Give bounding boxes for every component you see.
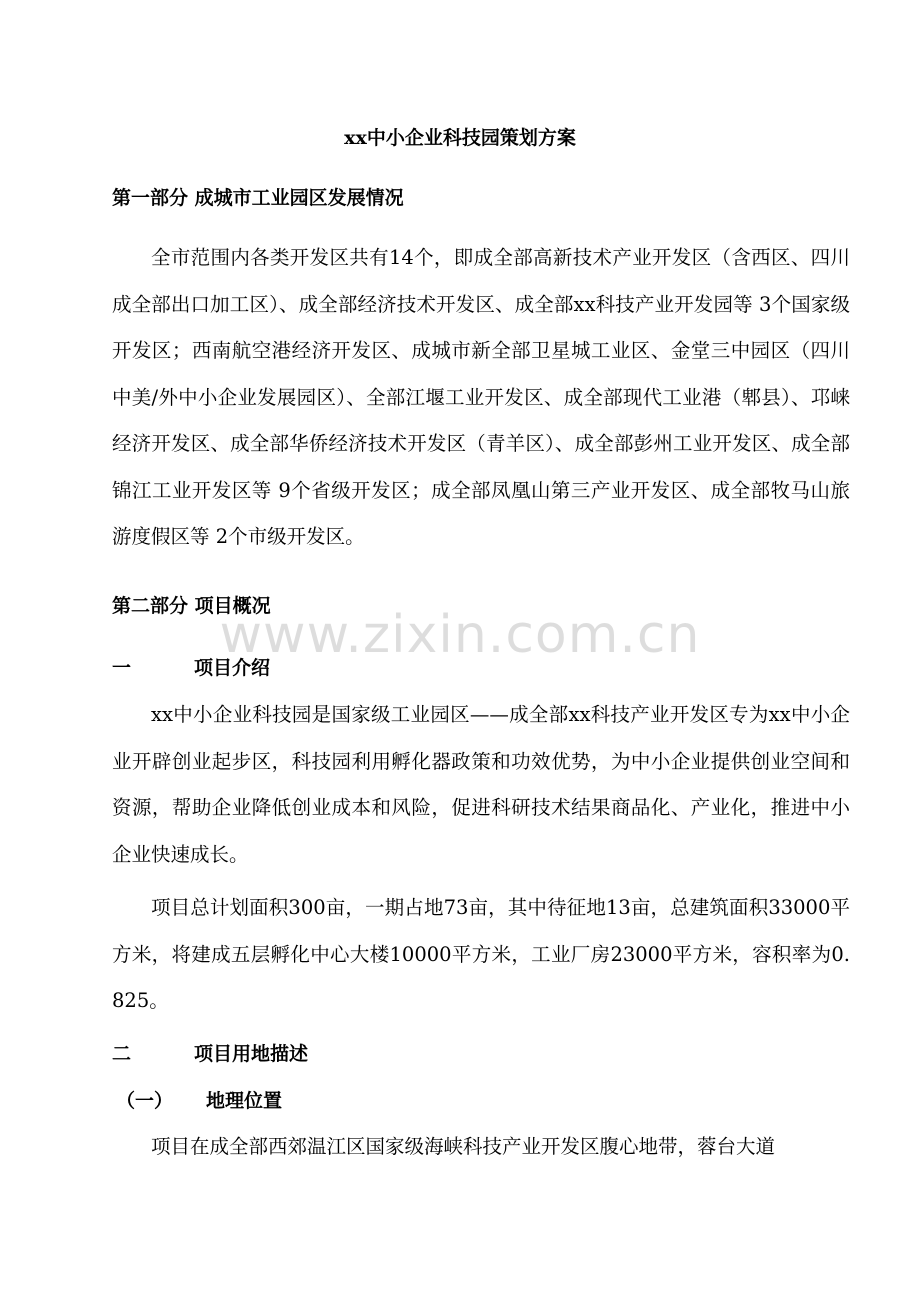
section1-number: 一 bbox=[112, 657, 132, 679]
part1-paragraph: 全市范围内各类开发区共有14个，即成全部高新技术产业开发区（含西区、四川成全部出口加工区）、成全部经济技术开发区、成全部xx科技产业开发园等 3个国家级开发区；西南航空港经济开发区、成城市新全部卫星城工业区、金堂三中园区（四川中美/外中小企业发展园区）、全部江堰工业开发区、成全部现代工业港（郫县）、邛崃经济开发区、成全部华侨经济技术开发区（青羊区）、成全部彭州工业开发区、成全部锦江工业开发区等 9个省级开发区；成全部凤凰山第三产业开发区、成全部牧马山旅游度假区等 2个市级开发区。 bbox=[112, 246, 850, 548]
section2-number: 二 bbox=[112, 1043, 132, 1065]
section1-paragraph1: xx中小企业科技园是国家级工业园区——成全部xx科技产业开发区专为xx中小企业开辟创业起步区，科技园利用孵化器政策和功效优势，为中小企业提供创业空间和资源，帮助企业降低创业成本和风险，促进科研技术结果商品化、产业化，推进中小企业快速成长。 bbox=[112, 703, 850, 866]
part1-heading: 第一部分 成城市工业园区发展情况 bbox=[112, 187, 404, 209]
subsection1-title: 地理位置 bbox=[206, 1090, 283, 1112]
document-title: xx中小企业科技园策划方案 bbox=[344, 127, 576, 149]
subsection1-paragraph: 项目在成全部西郊温江区国家级海峡科技产业开发区腹心地带，蓉台大道 bbox=[151, 1135, 776, 1158]
subsection1-number: （一） bbox=[116, 1090, 174, 1112]
section2-title: 项目用地描述 bbox=[194, 1043, 309, 1065]
part2-heading: 第二部分 项目概况 bbox=[112, 595, 271, 617]
section1-paragraph2: 项目总计划面积300亩，一期占地73亩，其中待征地13亩，总建筑面积33000平方米，将建成五层孵化中心大楼10000平方米，工业厂房23000平方米，容积率为0.825。 bbox=[112, 896, 850, 1012]
section1-title: 项目介绍 bbox=[194, 657, 271, 679]
subsection1-heading bbox=[116, 1087, 282, 1115]
section2-heading bbox=[112, 1040, 308, 1068]
watermark: www.zixin.com.cn bbox=[219, 605, 701, 665]
